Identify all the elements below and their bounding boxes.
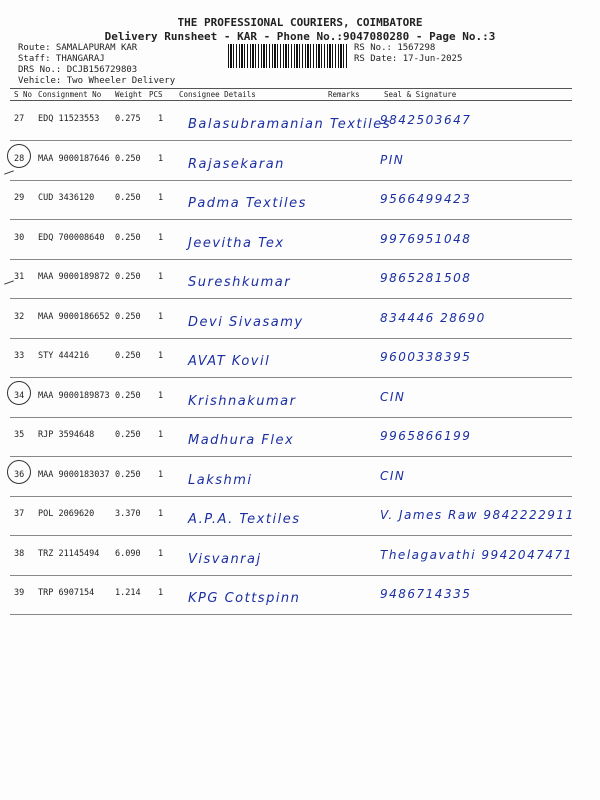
handwritten-signature: CIN	[380, 468, 406, 483]
consignment-number: POL 2069620	[38, 509, 95, 519]
handwritten-consignee: Devi Sivasamy	[188, 314, 304, 330]
col-remarks: Remarks	[328, 90, 360, 99]
pcs-value: 1	[158, 351, 164, 361]
consignment-number: MAA 9000186652	[38, 311, 110, 322]
rs-number: RS No.: 1567298	[354, 43, 436, 53]
pcs-value: 1	[158, 430, 164, 440]
handwritten-signature: 9566499423	[380, 192, 472, 206]
pcs-value: 1	[158, 548, 164, 559]
col-weight: Weight	[115, 90, 143, 99]
row-sno: 28	[14, 153, 25, 164]
handwritten-signature: 834446 28690	[380, 310, 486, 325]
handwritten-signature: 9965866199	[380, 429, 472, 443]
table-row	[10, 259, 572, 299]
row-sno: 38	[14, 548, 25, 559]
row-sno: 27	[14, 114, 25, 124]
handwritten-signature: 9976951048	[380, 231, 472, 246]
weight-value: 0.250	[115, 272, 141, 282]
table-row	[10, 575, 572, 615]
row-sno: 32	[14, 311, 25, 322]
handwritten-consignee: Sureshkumar	[188, 275, 292, 290]
col-pcs: PCS	[149, 90, 163, 99]
weight-value: 0.250	[115, 351, 141, 361]
weight-value: 0.250	[115, 469, 141, 480]
table-row	[10, 220, 572, 260]
pcs-value: 1	[158, 272, 164, 282]
col-seal-signature: Seal & Signature	[384, 90, 457, 99]
pcs-value: 1	[158, 153, 164, 164]
row-sno: 31	[14, 272, 25, 282]
table-row	[10, 180, 572, 220]
row-sno: 36	[14, 469, 25, 480]
consignment-number: RJP 3594648	[38, 430, 95, 440]
header-rule-top	[10, 88, 572, 89]
table-row	[10, 378, 572, 418]
handwritten-signature: Thelagavathi 9942047471	[380, 547, 573, 562]
consignment-number: TRZ 21145494	[38, 548, 100, 559]
vehicle-label: Vehicle: Two Wheeler Delivery	[18, 76, 176, 86]
pcs-value: 1	[158, 193, 164, 203]
pcs-value: 1	[158, 588, 164, 598]
staff-label: Staff: THANGARAJ	[18, 54, 105, 64]
handwritten-consignee: Rajasekaran	[188, 156, 285, 172]
pcs-value: 1	[158, 232, 164, 243]
consignment-number: EDQ 700008640	[38, 232, 105, 243]
pcs-value: 1	[158, 469, 164, 480]
row-sno: 33	[14, 351, 25, 361]
route-label: Route: SAMALAPURAM KAR	[18, 43, 138, 53]
handwritten-signature: V. James Raw 9842222911	[380, 508, 575, 522]
handwritten-consignee: KPG Cottspinn	[188, 591, 301, 606]
consignment-number: MAA 9000189873	[38, 390, 110, 401]
table-row	[10, 457, 572, 497]
handwritten-consignee: Madhura Flex	[188, 433, 295, 448]
consignment-number: STY 444216	[38, 351, 90, 361]
table-row	[10, 496, 575, 536]
handwritten-consignee: Visvanraj	[188, 551, 262, 567]
col-sno: S No	[14, 90, 33, 99]
consignment-number: CUD 3436120	[38, 193, 95, 203]
consignment-number: MAA 9000187646	[38, 153, 110, 164]
handwritten-consignee: Padma Textiles	[188, 196, 307, 211]
handwritten-consignee: Krishnakumar	[188, 393, 297, 409]
weight-value: 0.250	[115, 311, 141, 322]
drs-number: DRS No.: DCJB156729803	[18, 65, 138, 75]
table-row	[10, 338, 572, 378]
weight-value: 0.250	[115, 232, 141, 243]
handwritten-consignee: Jeevitha Tex	[188, 235, 285, 251]
consignment-number: TRP 6907154	[38, 588, 95, 598]
table-row	[10, 141, 572, 181]
weight-value: 0.250	[115, 193, 141, 203]
pen-circle-mark	[7, 460, 31, 484]
barcode	[228, 44, 348, 68]
col-consignee: Consignee Details	[179, 90, 256, 99]
handwritten-consignee: Balasubramanian Textiles	[188, 117, 391, 132]
handwritten-signature: 9486714335	[380, 587, 472, 601]
pcs-value: 1	[158, 390, 164, 401]
weight-value: 1.214	[115, 588, 141, 598]
row-sno: 30	[14, 232, 25, 243]
pen-circle-mark	[7, 144, 31, 168]
weight-value: 3.370	[115, 509, 141, 519]
document-title: THE PROFESSIONAL COURIERS, COIMBATORE	[177, 16, 423, 29]
handwritten-consignee: AVAT Kovil	[188, 354, 271, 369]
weight-value: 0.275	[115, 114, 141, 124]
pcs-value: 1	[158, 114, 164, 124]
handwritten-signature: 9842503647	[380, 113, 472, 127]
weight-value: 0.250	[115, 390, 141, 401]
rs-date: RS Date: 17-Jun-2025	[354, 54, 463, 64]
handwritten-signature: CIN	[380, 389, 406, 404]
col-consignment: Consignment No	[38, 90, 102, 99]
handwritten-consignee: A.P.A. Textiles	[188, 512, 301, 527]
handwritten-signature: 9865281508	[380, 271, 472, 285]
row-sno: 35	[14, 430, 25, 440]
row-sno: 34	[14, 390, 25, 401]
table-row	[10, 417, 572, 457]
table-row	[10, 101, 572, 141]
handwritten-signature: PIN	[380, 152, 405, 167]
pcs-value: 1	[158, 509, 164, 519]
weight-value: 6.090	[115, 548, 141, 559]
table-row	[10, 536, 572, 576]
table-row	[10, 299, 572, 339]
weight-value: 0.250	[115, 153, 141, 164]
consignment-number: EDQ 11523553	[38, 114, 100, 124]
row-sno: 37	[14, 509, 25, 519]
pen-circle-mark	[7, 381, 31, 405]
row-sno: 29	[14, 193, 25, 203]
handwritten-signature: 9600338395	[380, 350, 472, 364]
document-subtitle: Delivery Runsheet - KAR - Phone No.:9047080280 - Page No.:3	[104, 30, 496, 43]
weight-value: 0.250	[115, 430, 141, 440]
handwritten-consignee: Lakshmi	[188, 472, 253, 488]
pcs-value: 1	[158, 311, 164, 322]
row-sno: 39	[14, 588, 25, 598]
consignment-number: MAA 9000183037	[38, 469, 110, 480]
consignment-number: MAA 9000189872	[38, 272, 110, 282]
